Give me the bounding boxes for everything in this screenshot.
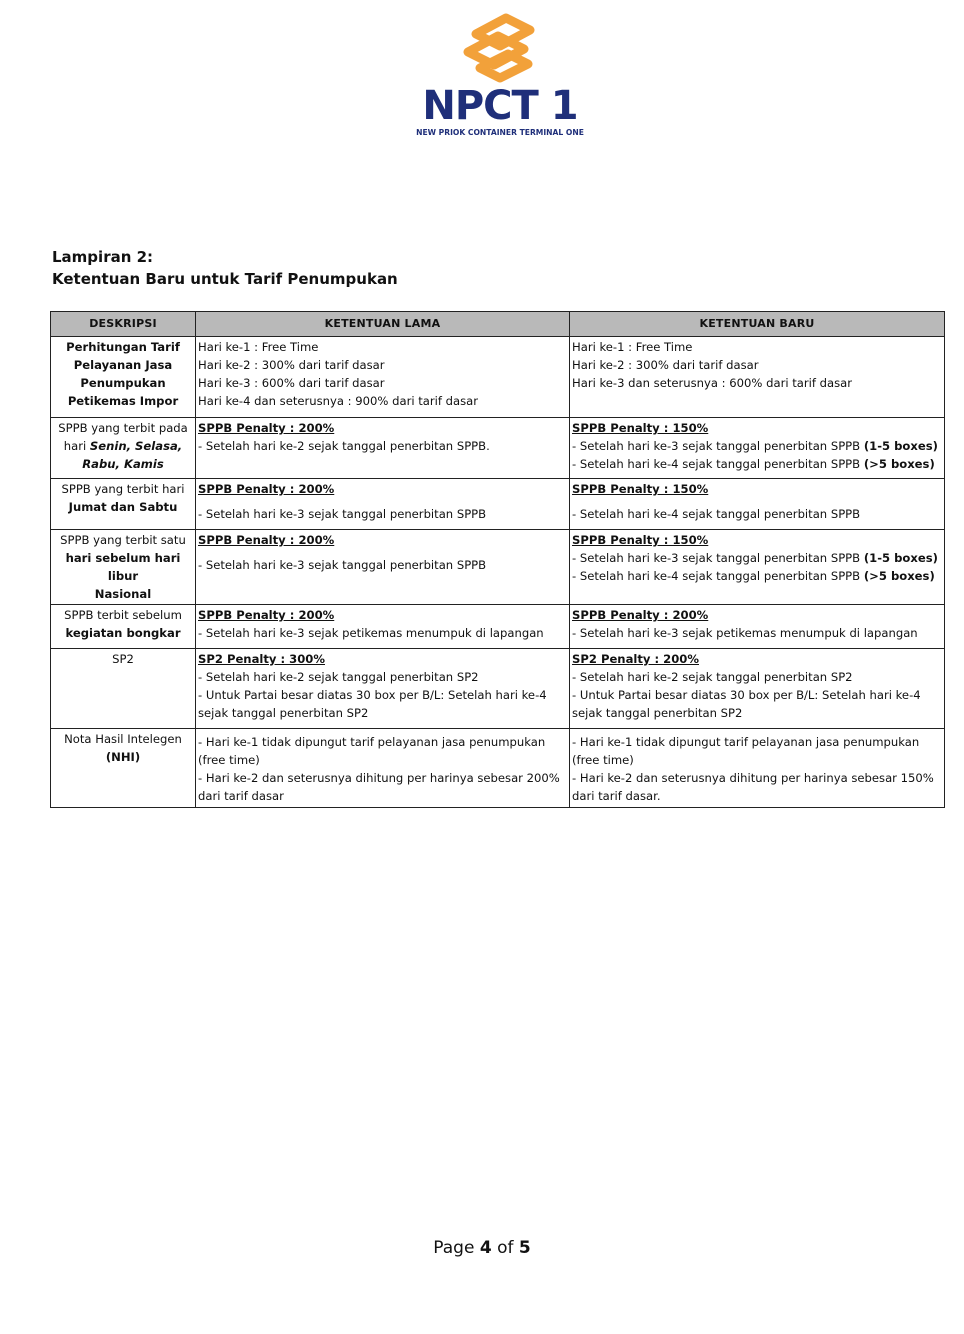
desc-line: Nasional xyxy=(94,587,152,601)
row-description xyxy=(51,729,196,808)
row-description xyxy=(51,418,196,479)
new-rule-line xyxy=(572,567,942,585)
desc-line: Jumat dan Sabtu xyxy=(68,500,178,514)
npct1-logo xyxy=(400,4,600,137)
desc-days: Senin, Selasa, xyxy=(89,439,183,453)
new-rule-line: Hari ke-3 dan seterusnya : 600% dari tarif dasar xyxy=(572,376,853,390)
old-penalty-label: SP2 Penalty : 300% xyxy=(198,652,325,666)
logo-tagline: NEW PRIOK CONTAINER TERMINAL ONE xyxy=(416,128,584,137)
desc-line: SPPB yang terbit satu xyxy=(60,533,186,547)
row-description xyxy=(51,337,196,418)
old-penalty-label: SPPB Penalty : 200% xyxy=(198,421,335,435)
npct1-logo-mark-icon xyxy=(454,4,546,84)
new-rule-line: sejak tanggal penerbitan SP2 xyxy=(572,706,743,720)
old-penalty-label: SPPB Penalty : 200% xyxy=(198,533,335,547)
old-rule-cell xyxy=(196,649,570,729)
old-rule-line: - Setelah hari ke-3 sejak petikemas menumpuk di lapangan xyxy=(198,626,544,640)
attachment-heading xyxy=(52,246,398,290)
attachment-title: Ketentuan Baru untuk Tarif Penumpukan xyxy=(52,270,398,288)
new-penalty-label: SP2 Penalty : 200% xyxy=(572,652,699,666)
new-rule-line: Hari ke-2 : 300% dari tarif dasar xyxy=(572,358,759,372)
old-rule-line: - Untuk Partai besar diatas 30 box per B/L: Setelah hari ke-4 xyxy=(198,688,547,702)
rule-text: - Setelah hari ke-4 sejak tanggal penerbitan SPPB xyxy=(572,569,864,583)
new-rule-line: - Hari ke-2 dan seterusnya dihitung per harinya sebesar 150% xyxy=(572,771,934,785)
logo-name: NPCT 1 xyxy=(422,83,578,129)
desc-line: Penumpukan xyxy=(80,376,166,390)
new-penalty-label: SPPB Penalty : 150% xyxy=(572,533,709,547)
new-rule-line: (free time) xyxy=(572,753,634,767)
new-penalty-label: SPPB Penalty : 200% xyxy=(572,608,709,622)
page-prefix: Page xyxy=(433,1238,480,1258)
new-rule-cell xyxy=(570,530,945,605)
old-rule-cell xyxy=(196,418,570,479)
new-rule-line xyxy=(572,455,942,473)
row-description xyxy=(51,605,196,649)
old-rule-line: - Setelah hari ke-3 sejak tanggal penerbitan SPPB xyxy=(198,507,487,521)
new-rule-line: dari tarif dasar. xyxy=(572,789,661,803)
rule-text: - Setelah hari ke-3 sejak tanggal penerbitan SPPB xyxy=(572,551,864,565)
old-rule-line: (free time) xyxy=(198,753,260,767)
desc-line: Perhitungan Tarif xyxy=(66,340,180,354)
table-row xyxy=(51,649,945,729)
old-rule-line: - Setelah hari ke-3 sejak tanggal penerbitan SPPB xyxy=(198,558,487,572)
desc-text: hari xyxy=(63,439,87,453)
desc-line: SPPB yang terbit pada xyxy=(58,421,188,435)
desc-line: kegiatan bongkar xyxy=(65,626,181,640)
page-of: of xyxy=(491,1238,519,1258)
row-description xyxy=(51,530,196,605)
new-rule-line: - Setelah hari ke-2 sejak tanggal penerbitan SP2 xyxy=(572,670,853,684)
tariff-table xyxy=(50,311,945,808)
old-rule-line: Hari ke-1 : Free Time xyxy=(198,340,319,354)
desc-line: SPPB yang terbit hari xyxy=(61,482,185,496)
header-ketentuan-lama: KETENTUAN LAMA xyxy=(196,312,570,337)
total-pages: 5 xyxy=(518,1238,531,1258)
old-rule-line: - Hari ke-2 dan seterusnya dihitung per harinya sebesar 200% xyxy=(198,771,560,785)
old-rule-line: - Setelah hari ke-2 sejak tanggal penerbitan SPPB. xyxy=(198,439,490,453)
old-penalty-label: SPPB Penalty : 200% xyxy=(198,482,335,496)
header-deskripsi: DESKRIPSI xyxy=(51,312,196,337)
new-penalty-label: SPPB Penalty : 150% xyxy=(572,482,709,496)
attachment-label: Lampiran 2: xyxy=(52,248,154,266)
old-rule-line: - Setelah hari ke-2 sejak tanggal penerbitan SP2 xyxy=(198,670,479,684)
box-range: (1-5 boxes) xyxy=(863,439,938,453)
old-rule-line: - Hari ke-1 tidak dipungut tarif pelayanan jasa penumpukan xyxy=(198,735,546,749)
old-penalty-label: SPPB Penalty : 200% xyxy=(198,608,335,622)
box-range: (>5 boxes) xyxy=(863,569,935,583)
new-rule-line: - Setelah hari ke-3 sejak petikemas menumpuk di lapangan xyxy=(572,626,918,640)
table-row xyxy=(51,337,945,418)
table-header-row xyxy=(51,312,945,337)
desc-line: hari sebelum hari libur xyxy=(65,551,181,583)
old-rule-line: Hari ke-3 : 600% dari tarif dasar xyxy=(198,376,385,390)
new-rule-cell xyxy=(570,418,945,479)
desc-days: Rabu, Kamis xyxy=(82,457,164,471)
old-rule-cell xyxy=(196,729,570,808)
old-rule-line: Hari ke-4 dan seterusnya : 900% dari tarif dasar xyxy=(198,394,479,408)
new-rule-cell xyxy=(570,337,945,418)
new-rule-line xyxy=(572,437,942,455)
new-rule-line: Hari ke-1 : Free Time xyxy=(572,340,693,354)
new-rule-cell xyxy=(570,649,945,729)
rule-text: - Setelah hari ke-4 sejak tanggal penerbitan SPPB xyxy=(572,457,864,471)
desc-line: (NHI) xyxy=(105,750,141,764)
desc-line: SP2 xyxy=(112,652,134,666)
box-range: (1-5 boxes) xyxy=(863,551,938,565)
old-rule-cell xyxy=(196,530,570,605)
new-rule-cell xyxy=(570,729,945,808)
desc-line: Pelayanan Jasa xyxy=(73,358,173,372)
page-number xyxy=(0,1238,964,1258)
row-description xyxy=(51,649,196,729)
row-description xyxy=(51,479,196,530)
table-row xyxy=(51,729,945,808)
new-rule-cell xyxy=(570,479,945,530)
old-rule-cell xyxy=(196,479,570,530)
old-rule-cell xyxy=(196,337,570,418)
new-penalty-label: SPPB Penalty : 150% xyxy=(572,421,709,435)
new-rule-line xyxy=(572,549,942,567)
desc-line: Petikemas Impor xyxy=(67,394,179,408)
old-rule-line: Hari ke-2 : 300% dari tarif dasar xyxy=(198,358,385,372)
table-row xyxy=(51,530,945,605)
new-rule-cell xyxy=(570,605,945,649)
box-range: (>5 boxes) xyxy=(863,457,935,471)
current-page: 4 xyxy=(479,1238,492,1258)
table-row xyxy=(51,418,945,479)
rule-text: - Setelah hari ke-3 sejak tanggal penerbitan SPPB xyxy=(572,439,864,453)
header-ketentuan-baru: KETENTUAN BARU xyxy=(570,312,945,337)
old-rule-line: dari tarif dasar xyxy=(198,789,284,803)
new-rule-line: - Setelah hari ke-4 sejak tanggal penerbitan SPPB xyxy=(572,507,861,521)
desc-line: Nota Hasil Intelegen xyxy=(64,732,182,746)
old-rule-line: sejak tanggal penerbitan SP2 xyxy=(198,706,369,720)
old-rule-cell xyxy=(196,605,570,649)
desc-line: SPPB terbit sebelum xyxy=(64,608,182,622)
desc-line xyxy=(53,437,193,455)
table-row xyxy=(51,479,945,530)
new-rule-line: - Untuk Partai besar diatas 30 box per B/L: Setelah hari ke-4 xyxy=(572,688,921,702)
table-row xyxy=(51,605,945,649)
new-rule-line: - Hari ke-1 tidak dipungut tarif pelayanan jasa penumpukan xyxy=(572,735,920,749)
